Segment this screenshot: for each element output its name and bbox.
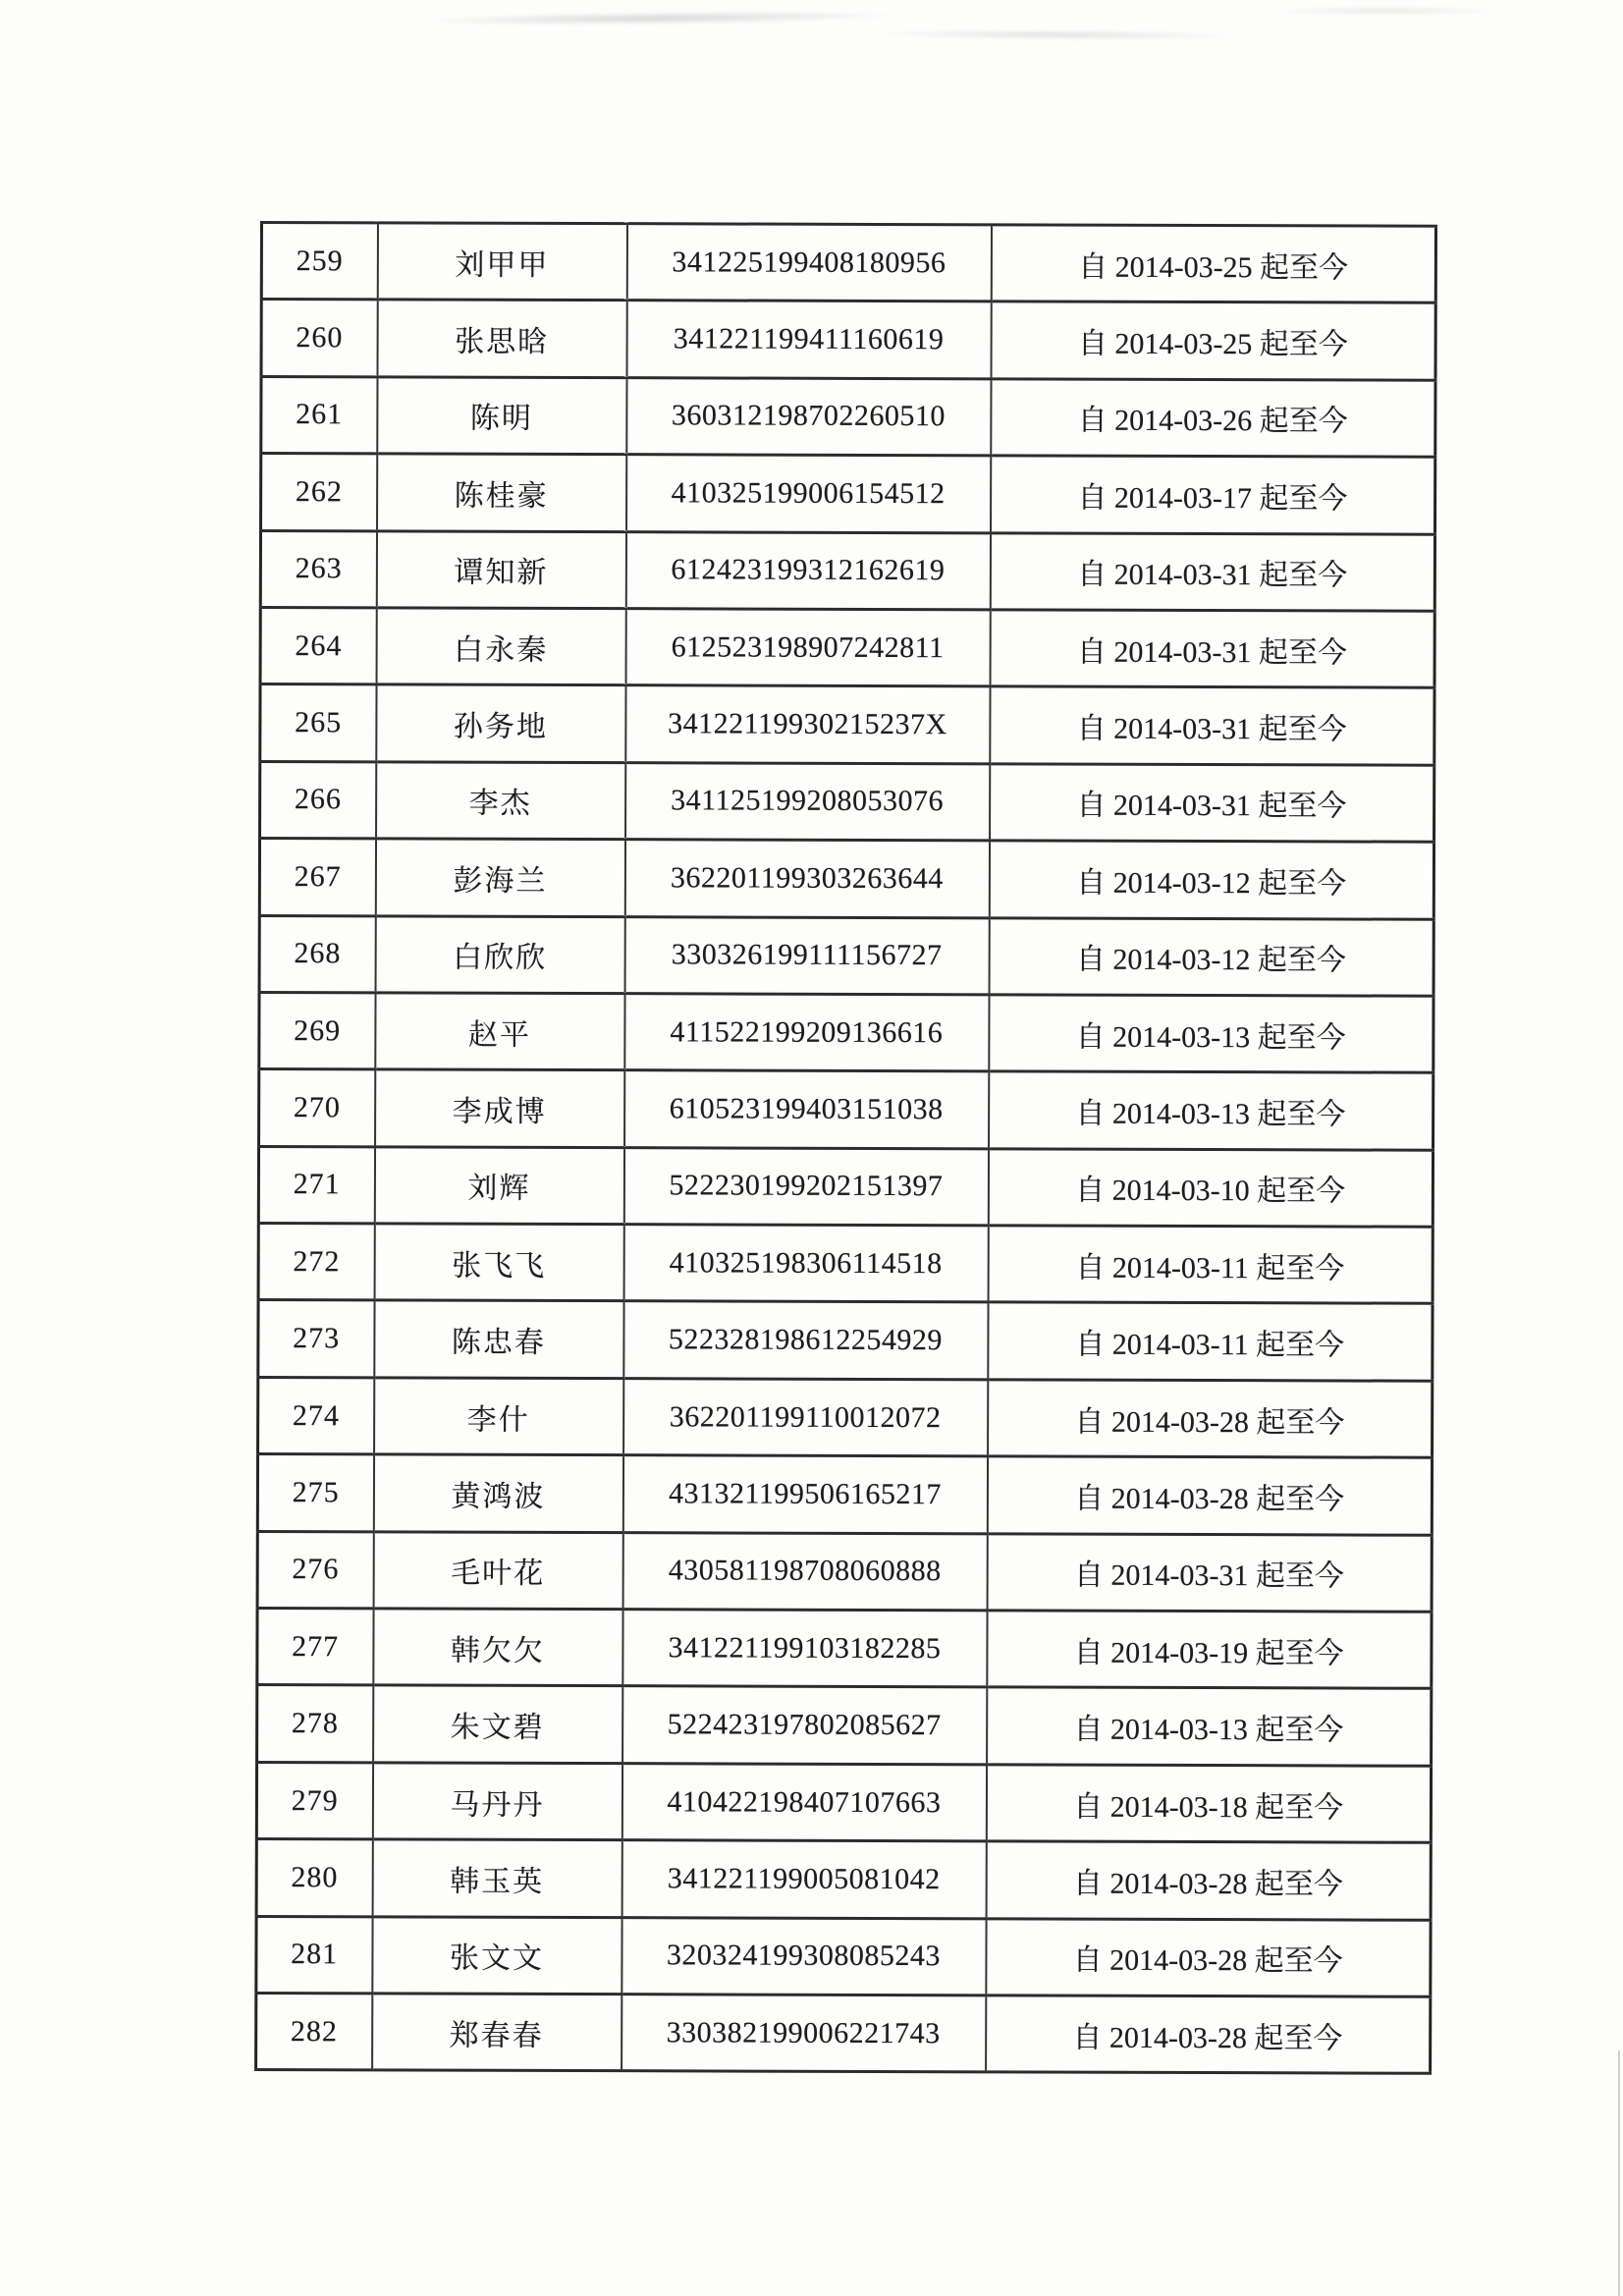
cell-name: 李杰 <box>376 762 625 840</box>
cell-name: 赵平 <box>375 993 624 1070</box>
cell-id: 612423199312162619 <box>625 531 990 610</box>
cell-id: 341125199208053076 <box>625 762 990 841</box>
cell-period: 自 2014-03-17 起至今 <box>991 456 1435 534</box>
cell-no: 271 <box>258 1146 374 1224</box>
cell-no: 268 <box>259 915 375 993</box>
cell-period: 自 2014-03-12 起至今 <box>989 917 1434 996</box>
cell-no: 275 <box>257 1454 373 1532</box>
cell-name: 谭知新 <box>376 530 625 608</box>
cell-id: 410422198407107663 <box>622 1763 986 1841</box>
cell-id: 341221199411160619 <box>626 301 991 379</box>
cell-no: 276 <box>257 1531 373 1609</box>
cell-no: 277 <box>257 1609 373 1686</box>
cell-name: 朱文碧 <box>373 1685 622 1763</box>
cell-id: 410325199006154512 <box>626 455 991 533</box>
cell-no: 260 <box>261 300 377 377</box>
scan-smudge <box>422 9 893 27</box>
cell-id: 341221199103182285 <box>622 1610 987 1688</box>
cell-period: 自 2014-03-31 起至今 <box>990 610 1434 688</box>
cell-name: 李什 <box>374 1378 623 1455</box>
table-row <box>256 1993 1431 2073</box>
table-row <box>256 1839 1431 1920</box>
cell-no: 267 <box>259 839 375 916</box>
cell-period: 自 2014-03-19 起至今 <box>987 1611 1432 1689</box>
cell-period: 自 2014-03-31 起至今 <box>990 532 1434 611</box>
table-row <box>260 607 1434 687</box>
cell-period: 自 2014-03-11 起至今 <box>988 1302 1433 1381</box>
table-row <box>257 1609 1432 1689</box>
cell-no: 280 <box>256 1839 372 1917</box>
cell-name: 张思晗 <box>377 300 626 377</box>
cell-period: 自 2014-03-28 起至今 <box>986 1841 1431 1920</box>
table-row <box>256 1762 1431 1842</box>
cell-no: 282 <box>256 1993 372 2070</box>
cell-name: 陈忠春 <box>374 1300 623 1378</box>
table-row <box>259 839 1434 919</box>
table-row <box>261 223 1435 303</box>
cell-id: 522423197802085627 <box>622 1686 987 1765</box>
cell-no: 281 <box>256 1916 372 1994</box>
cell-period: 自 2014-03-13 起至今 <box>989 1071 1434 1150</box>
cell-id: 430581198708060888 <box>622 1532 987 1611</box>
cell-id: 330382199006221743 <box>622 1995 986 2073</box>
cell-no: 278 <box>257 1685 373 1763</box>
table-row <box>258 1300 1433 1381</box>
cell-period: 自 2014-03-28 起至今 <box>987 1456 1432 1535</box>
cell-name: 马丹丹 <box>372 1763 622 1840</box>
table-row <box>261 376 1435 457</box>
cell-name: 郑春春 <box>372 1994 622 2071</box>
cell-no: 270 <box>259 1069 375 1147</box>
cell-id: 431321199506165217 <box>622 1455 987 1534</box>
cell-id: 330326199111156727 <box>624 916 989 995</box>
cell-no: 273 <box>258 1300 374 1378</box>
cell-period: 自 2014-03-18 起至今 <box>986 1765 1431 1843</box>
table-row <box>256 1916 1431 1996</box>
table-row <box>260 530 1434 611</box>
table-row <box>258 1146 1433 1227</box>
scan-edge-artifact <box>1618 2050 1620 2296</box>
cell-no: 266 <box>260 761 376 839</box>
table-row <box>261 454 1435 534</box>
table-row <box>260 684 1434 765</box>
cell-id: 341221199005081042 <box>622 1840 986 1919</box>
table-body <box>256 223 1436 2074</box>
cell-id: 612523198907242811 <box>625 609 990 687</box>
table-row <box>259 915 1434 996</box>
cell-no: 264 <box>260 607 376 684</box>
cell-no: 261 <box>261 376 377 454</box>
cell-no: 269 <box>259 992 375 1069</box>
cell-period: 自 2014-03-31 起至今 <box>990 686 1434 765</box>
cell-name: 刘甲甲 <box>377 223 626 301</box>
cell-period: 自 2014-03-28 起至今 <box>988 1380 1433 1458</box>
cell-id: 522230199202151397 <box>623 1147 988 1226</box>
cell-id: 522328198612254929 <box>623 1301 988 1380</box>
table-row <box>257 1531 1432 1612</box>
cell-period: 自 2014-03-25 起至今 <box>991 301 1435 380</box>
roster-table <box>254 221 1437 2075</box>
cell-id: 360312198702260510 <box>626 377 991 456</box>
cell-name: 刘辉 <box>374 1147 623 1225</box>
cell-no: 263 <box>260 530 376 608</box>
cell-period: 自 2014-03-25 起至今 <box>991 225 1435 303</box>
cell-name: 张飞飞 <box>374 1224 623 1301</box>
cell-no: 259 <box>261 223 377 301</box>
cell-no: 279 <box>256 1762 372 1839</box>
cell-no: 262 <box>261 454 377 531</box>
cell-name: 张文文 <box>372 1916 622 1994</box>
cell-no: 274 <box>258 1377 374 1454</box>
table-row <box>257 1685 1432 1766</box>
cell-no: 265 <box>260 684 376 762</box>
cell-period: 自 2014-03-31 起至今 <box>990 764 1434 843</box>
table-row <box>259 1069 1434 1150</box>
cell-period: 自 2014-03-12 起至今 <box>989 841 1434 919</box>
scan-smudge <box>864 28 1247 42</box>
cell-name: 黄鸿波 <box>373 1454 622 1532</box>
cell-name: 陈明 <box>377 377 626 455</box>
cell-name: 白永秦 <box>376 608 625 685</box>
cell-name: 彭海兰 <box>375 839 624 916</box>
cell-name: 毛叶花 <box>373 1532 622 1610</box>
cell-id: 34122119930215237X <box>625 685 990 764</box>
cell-id: 320324199308085243 <box>622 1917 986 1995</box>
cell-name: 孙务地 <box>376 684 625 762</box>
cell-id: 362201199110012072 <box>623 1379 988 1457</box>
table-row <box>258 1377 1433 1457</box>
cell-period: 自 2014-03-26 起至今 <box>991 379 1435 458</box>
cell-id: 362201199303263644 <box>624 840 989 918</box>
cell-period: 自 2014-03-13 起至今 <box>987 1687 1432 1766</box>
cell-name: 白欣欣 <box>375 915 624 993</box>
cell-name: 李成博 <box>375 1069 624 1147</box>
cell-period: 自 2014-03-11 起至今 <box>988 1226 1433 1304</box>
cell-name: 韩玉英 <box>372 1839 622 1917</box>
cell-period: 自 2014-03-10 起至今 <box>988 1149 1433 1228</box>
cell-name: 韩欠欠 <box>373 1609 622 1686</box>
table-row <box>259 992 1434 1072</box>
cell-period: 自 2014-03-28 起至今 <box>986 1995 1431 2074</box>
cell-name: 陈桂豪 <box>377 454 626 531</box>
table-row <box>261 300 1435 380</box>
table-row <box>258 1224 1433 1304</box>
cell-period: 自 2014-03-28 起至今 <box>986 1918 1431 1996</box>
cell-period: 自 2014-03-31 起至今 <box>987 1533 1432 1612</box>
table-row <box>257 1454 1432 1535</box>
cell-id: 411522199209136616 <box>624 994 989 1072</box>
table-row <box>260 761 1434 842</box>
scan-smudge <box>1267 6 1502 16</box>
cell-no: 272 <box>258 1224 374 1301</box>
cell-period: 自 2014-03-13 起至今 <box>989 995 1434 1073</box>
cell-id: 610523199403151038 <box>624 1070 989 1149</box>
cell-id: 341225199408180956 <box>626 224 991 302</box>
cell-id: 410325198306114518 <box>623 1225 988 1303</box>
